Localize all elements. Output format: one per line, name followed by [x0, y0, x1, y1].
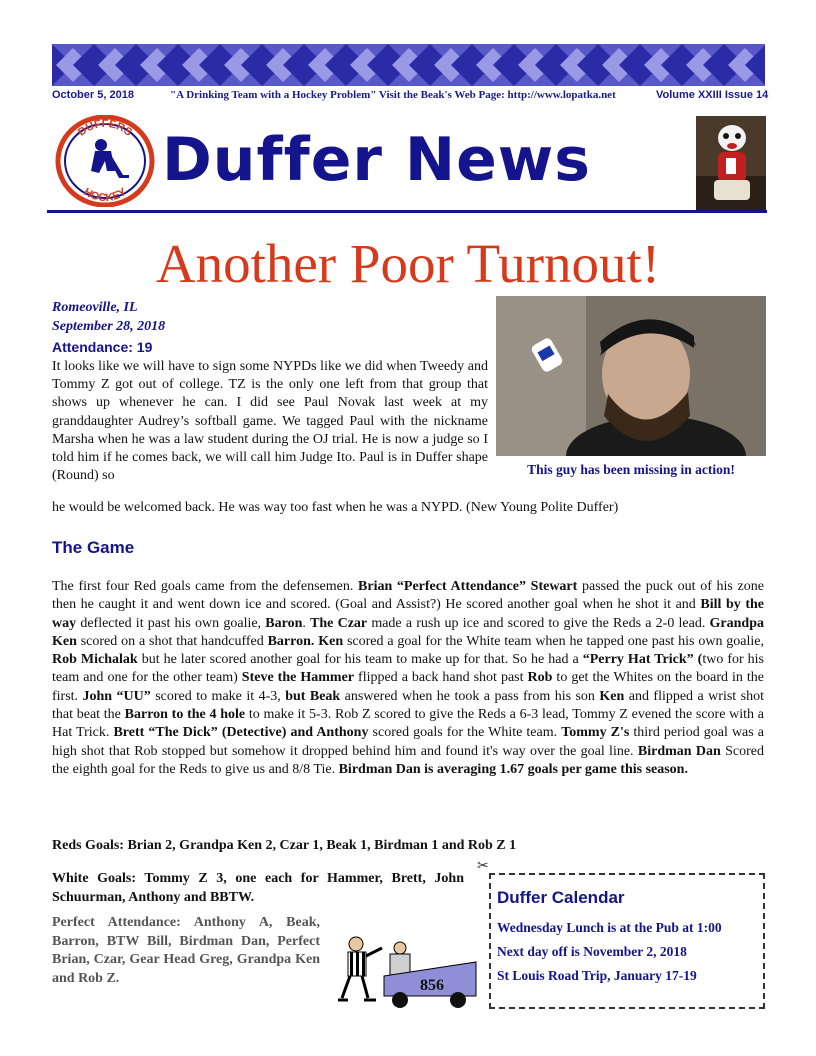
slogan: "A Drinking Team with a Hockey Problem" Visit the Beak's Web Page: http://www.lopatka.net: [170, 89, 616, 101]
intro-paragraph: It looks like we will have to sign some NYPDs like we did when Tweedy and Tommy Z got out of college. TZ is the only one left from that group that shows up whenever he can. I did see Paul Novak last week at my granddaughter Audrey’s softball game. We tagged Paul with the nickname Marsha when he was a law student during the OJ trial. He is now a judge so I told him if he comes back, we will call him Judge Ito. Paul is in Duffer shape (Round) so: [52, 359, 488, 484]
calendar-title: Duffer Calendar: [497, 888, 625, 907]
game-section-heading: The Game: [52, 538, 135, 557]
dateline-date: September 28, 2018: [52, 319, 166, 334]
calendar-item: St Louis Road Trip, January 17-19: [497, 968, 697, 983]
game-recap-paragraph: The first four Red goals came from the defensemen. Brian “Perfect Attendance” Stewart passed the puck out of his zone then he caught it and went down ice and scored. (Goal and Assist?) He scored another goal when he shot it and Bill by the way deflected it past his own goalie, Baron. The Czar made a rush up ice and scored to give the Reds a 2-0 lead. Grandpa Ken scored on a shot that handcuffed Barron. Ken scored a goal for the White team when he tapped one past his own goalie, Rob Michalak but he later scored another goal for his team to make up for that. So he had a “Perry Hat Trick” (two for his team and one for the other team) Steve the Hammer flipped a back hand shot past Rob to get the Whites on the board in the first. John “UU” scored to make it 4-3, but Beak answered when he took a pass from his son Ken and flipped a wrist shot that beat the Barron to the 4 hole to make it 5-3. Rob Z scored to give the Reds a 6-3 lead, Tommy Z evened the score with a Hat Trick. Brett “The Dick” (Detective) and Anthony scored goals for the White team. Tommy Z's third period goal was a high shot that Rob stopped but somehow it dropped behind him and found it's way over the goal line. Birdman Dan Scored the eighth goal for the Reds to give us and 8/8 Tie. Birdman Dan is averaging 1.67 goals per game this season.: [52, 579, 765, 777]
calendar-item: Next day off is November 2, 2018: [497, 944, 687, 959]
masthead-title: Duffer News: [162, 125, 591, 195]
referee-icon: [338, 937, 382, 1000]
photo-caption: This guy has been missing in action!: [527, 462, 735, 477]
intro-continuation: he would be welcomed back. He was way too fast when he was a NYPD. (New Young Polite Duffer): [52, 500, 619, 515]
scissors-icon: ✂: [477, 859, 489, 874]
attendance-count: Attendance: 19: [52, 339, 153, 355]
perfect-attendance: Perfect Attendance: Anthony A, Beak, Barron, BTW Bill, Birdman Dan, Perfect Brian, Czar, Gear Head Greg, Grandpa Ken and Rob Z.: [52, 915, 320, 986]
logo-text-bottom: HOCKEY: [81, 186, 129, 205]
masthead-rule: [47, 210, 767, 213]
volume-issue: Volume XXIII Issue 14: [656, 89, 769, 101]
zamboni-number: 856: [420, 977, 444, 994]
reds-goals: Reds Goals: Brian 2, Grandpa Ken 2, Czar 1, Beak 1, Birdman 1 and Rob Z 1: [52, 838, 517, 853]
diamond-banner: [52, 44, 765, 86]
dateline-location: Romeoville, IL: [52, 300, 138, 315]
missing-player-photo: [496, 296, 766, 456]
issue-date: October 5, 2018: [52, 89, 134, 101]
headline: Another Poor Turnout!: [155, 233, 661, 294]
calendar-item: Wednesday Lunch is at the Pub at 1:00: [497, 920, 722, 935]
white-goals: White Goals: Tommy Z 3, one each for Hammer, Brett, John Schuurman, Anthony and BBTW.: [52, 871, 464, 905]
zamboni-clipart: [338, 932, 478, 1012]
zamboni-icon: [384, 942, 476, 1008]
logo-text-top: DUFFERS: [75, 118, 135, 139]
mascot-figurine-image: [696, 116, 766, 210]
duffers-hockey-logo: [55, 115, 155, 207]
